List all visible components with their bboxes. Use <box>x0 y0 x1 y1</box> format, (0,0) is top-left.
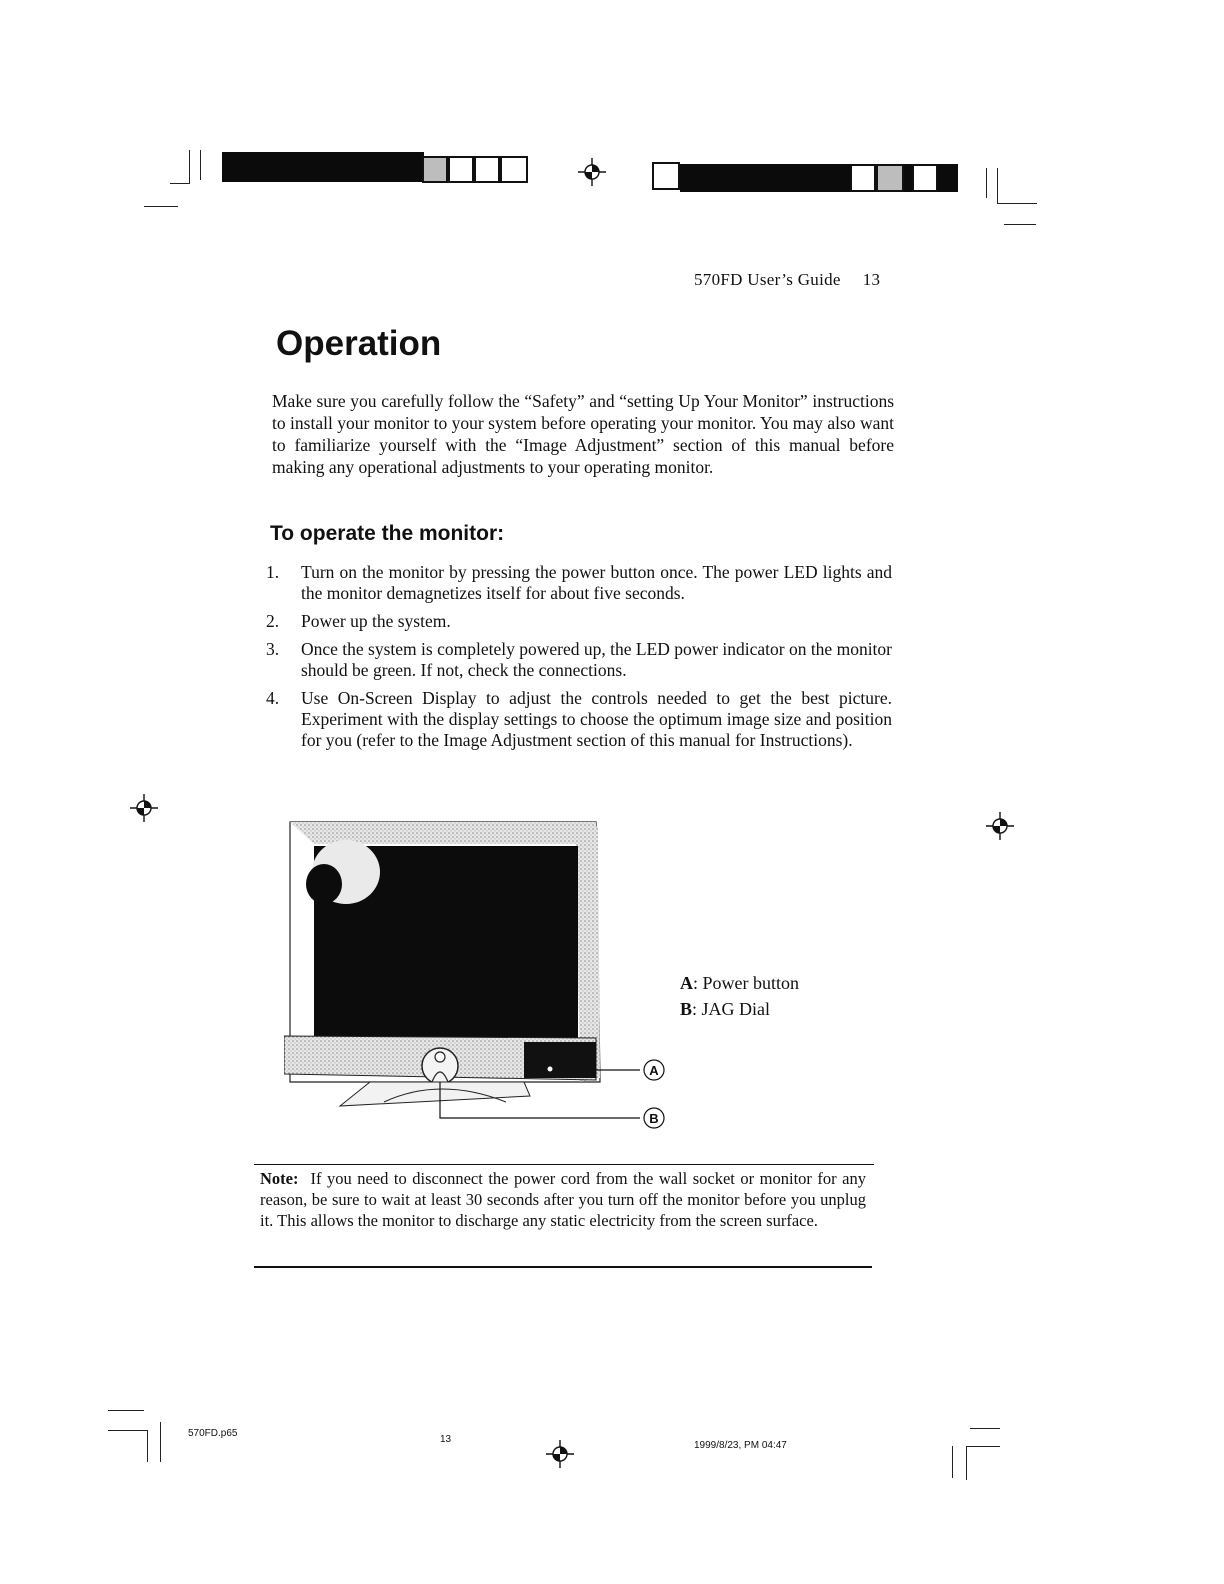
header-page-number: 13 <box>862 270 881 289</box>
legend-label: : JAG Dial <box>692 999 771 1019</box>
note-text: If you need to disconnect the power cord from the wall socket or monitor for any reason, be sure to wait at least 30 seconds after you turn off the monitor before you unplug it. This allows the monitor to discharge any static electricity from the screen surface. <box>260 1169 866 1230</box>
footer-page-number: 13 <box>440 1434 452 1445</box>
registration-mark-icon <box>578 158 606 186</box>
step-text: Once the system is completely powered up, the LED power indicator on the monitor should be green. If not, check the connections. <box>301 639 892 680</box>
callout-a-label: A <box>649 1063 659 1078</box>
legend-item-a <box>680 970 799 996</box>
step-text: Power up the system. <box>301 611 451 631</box>
callout-b-label: B <box>649 1111 659 1126</box>
intro-paragraph: Make sure you carefully follow the “Safety” and “setting Up Your Monitor” instructions to install your monitor to your system before operating your monitor. You may also want to familiarize yourself with the “Image Adjustment” section of this manual before making any operational adjustments to your operating monitor. <box>272 391 894 477</box>
power-led <box>548 1067 553 1072</box>
note-label: Note: <box>260 1169 299 1188</box>
list-item <box>266 562 892 604</box>
step-number: 2. <box>266 611 280 631</box>
registration-mark-icon <box>130 794 158 822</box>
monitor-stand <box>340 1082 530 1106</box>
monitor-illustration <box>284 816 684 1132</box>
section-subheading: To operate the monitor: <box>270 522 505 545</box>
legend-label: : Power button <box>693 973 799 993</box>
legend-key: B <box>680 999 693 1019</box>
registration-mark-icon <box>986 812 1014 840</box>
running-header <box>694 270 880 290</box>
legend-key: A <box>680 973 693 993</box>
monitor-bezel-top <box>290 822 596 844</box>
power-button <box>435 1052 445 1062</box>
note-block <box>260 1168 866 1231</box>
legend-item-b <box>680 996 799 1022</box>
list-item <box>266 639 892 681</box>
step-number: 4. <box>266 688 280 708</box>
step-number: 1. <box>266 562 280 582</box>
step-text: Turn on the monitor by pressing the power button once. The power LED lights and the monitor demagnetizes itself for about five seconds. <box>301 562 892 603</box>
footer-file-name: 570FD.p65 <box>188 1428 238 1439</box>
registration-mark-icon <box>546 1440 574 1468</box>
step-number: 3. <box>266 639 280 659</box>
list-item <box>266 611 892 632</box>
page-title: Operation <box>276 324 442 363</box>
footer-timestamp: 1999/8/23, PM 04:47 <box>694 1440 787 1451</box>
note-top-rule <box>254 1164 874 1165</box>
running-title: 570FD User’s Guide <box>694 270 841 289</box>
steps-list <box>266 562 892 758</box>
step-text: Use On-Screen Display to adjust the controls needed to get the best picture. Experiment with the display settings to choose the optimum image size and position for you (refer to the Image Adjustment section of this manual for Instructions). <box>301 688 892 750</box>
figure-legend <box>680 970 799 1022</box>
note-bottom-rule <box>254 1266 872 1268</box>
list-item <box>266 688 892 751</box>
